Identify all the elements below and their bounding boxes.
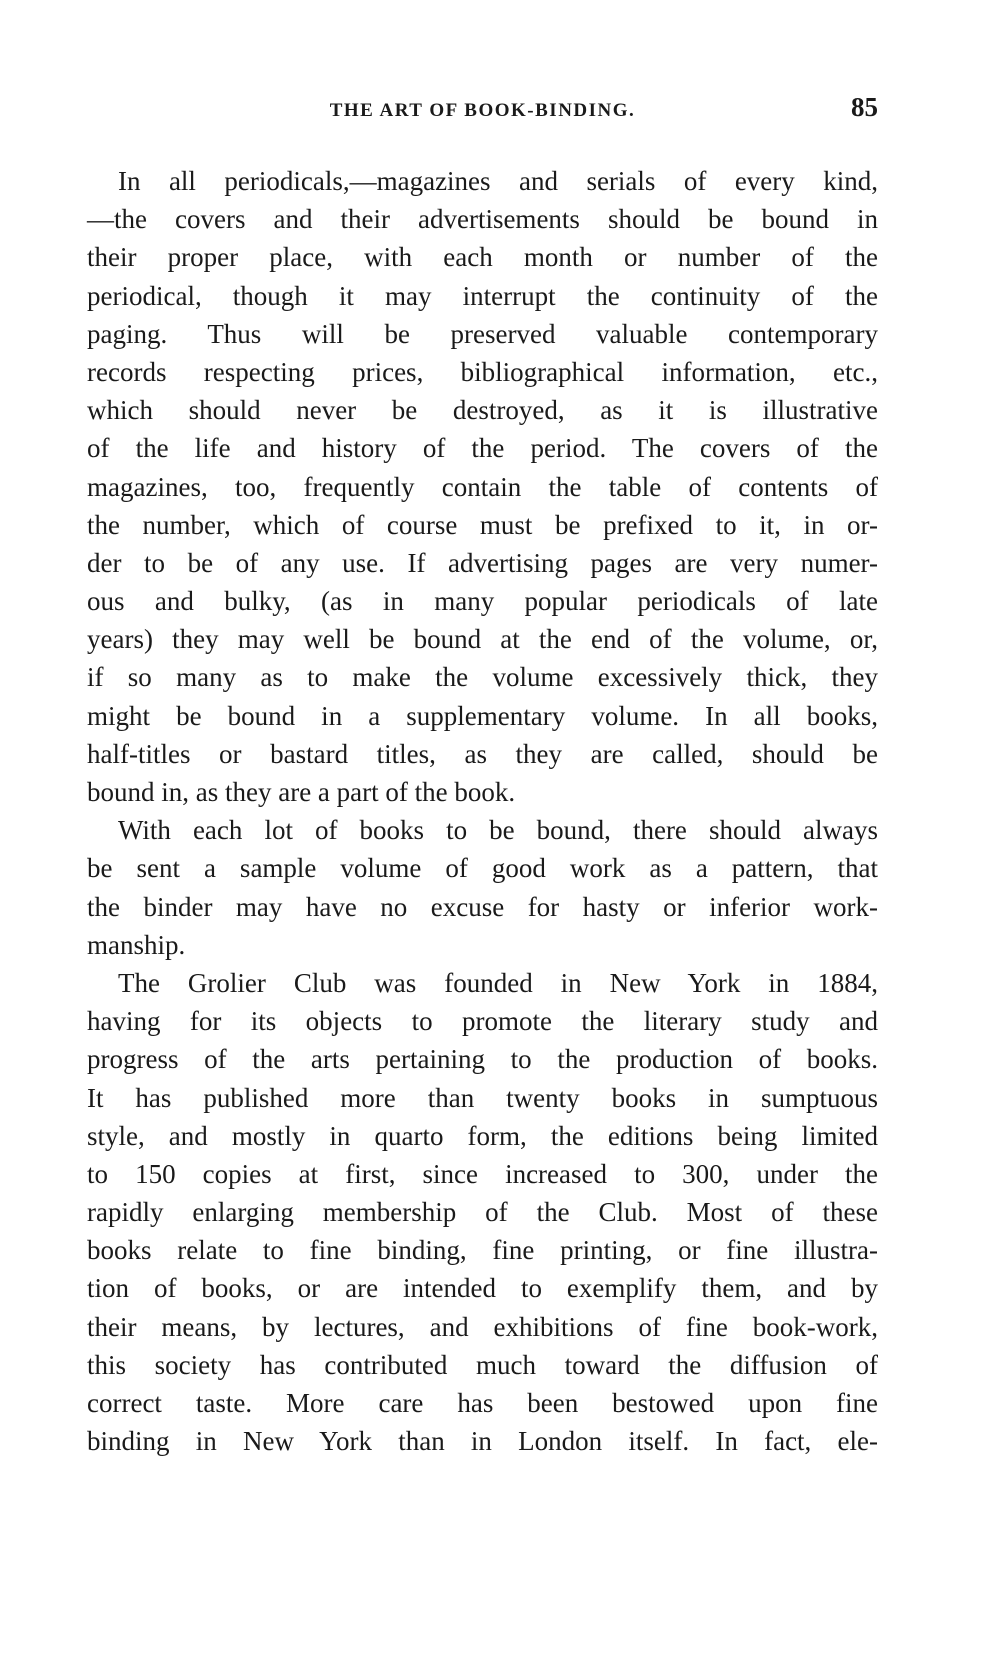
text-line: which should never be destroyed, as it is illustrative xyxy=(87,395,878,426)
text-line: tion of books, or are intended to exemplify them, and by xyxy=(87,1273,878,1304)
text-line: half-titles or bastard titles, as they are called, should be xyxy=(87,738,878,769)
text-line: records respecting prices, bibliographical information, etc., xyxy=(87,356,878,387)
text-line: the binder may have no excuse for hasty or inferior work- xyxy=(87,891,878,922)
running-title: THE ART OF BOOK-BINDING. xyxy=(329,100,636,121)
text-line: years) they may well be bound at the end of the volume, or, xyxy=(87,624,878,655)
text-line: if so many as to make the volume excessively thick, they xyxy=(87,662,878,693)
text-line: It has published more than twenty books in sumptuous xyxy=(87,1082,878,1113)
text-line: correct taste. More care has been bestowed upon fine xyxy=(87,1388,878,1418)
text-line: might be bound in a supplementary volume. In all books, xyxy=(87,700,878,731)
text-line: of the life and history of the period. The covers of the xyxy=(87,433,878,464)
text-line: having for its objects to promote the literary study and xyxy=(87,1006,878,1037)
paragraph xyxy=(87,162,878,811)
text-line: magazines, too, frequently contain the table of contents of xyxy=(87,471,878,502)
page-number: 85 xyxy=(851,92,878,122)
text-line: binding in New York than in London itself. In fact, ele- xyxy=(87,1426,878,1457)
text-line: books relate to fine binding, fine printing, or fine illustra- xyxy=(87,1235,878,1266)
text-line: In all periodicals,—magazines and serials of every kind, xyxy=(118,166,878,196)
text-line: The Grolier Club was founded in New York in 1884, xyxy=(118,967,878,998)
text-line: With each lot of books to be bound, there should always xyxy=(118,815,878,846)
text-line: der to be of any use. If advertising pages are very numer- xyxy=(87,547,878,578)
text-line: ous and bulky, (as in many popular periodicals of late xyxy=(87,586,878,617)
text-line: paging. Thus will be preserved valuable contemporary xyxy=(87,318,878,349)
text-line: —the covers and their advertisements should be bound in xyxy=(87,204,878,235)
page-header xyxy=(87,92,878,128)
text-line: manship. xyxy=(87,929,186,960)
text-line: to 150 copies at first, since increased to 300, under the xyxy=(87,1158,878,1189)
text-line: be sent a sample volume of good work as a pattern, that xyxy=(87,853,878,884)
text-line: this society has contributed much toward the diffusion of xyxy=(87,1349,878,1380)
paragraph xyxy=(87,811,878,964)
page-body xyxy=(87,162,878,1460)
text-line: bound in, as they are a part of the book. xyxy=(87,777,516,807)
text-line: their proper place, with each month or number of the xyxy=(87,242,878,273)
text-line: rapidly enlarging membership of the Club. Most of these xyxy=(87,1197,878,1228)
paragraph xyxy=(87,964,878,1460)
text-line: periodical, though it may interrupt the continuity of the xyxy=(87,280,878,311)
text-line: progress of the arts pertaining to the production of books. xyxy=(87,1044,878,1075)
text-line: their means, by lectures, and exhibitions of fine book-work, xyxy=(87,1311,878,1342)
text-line: style, and mostly in quarto form, the editions being limited xyxy=(87,1120,878,1151)
text-line: the number, which of course must be prefixed to it, in or- xyxy=(87,509,878,540)
